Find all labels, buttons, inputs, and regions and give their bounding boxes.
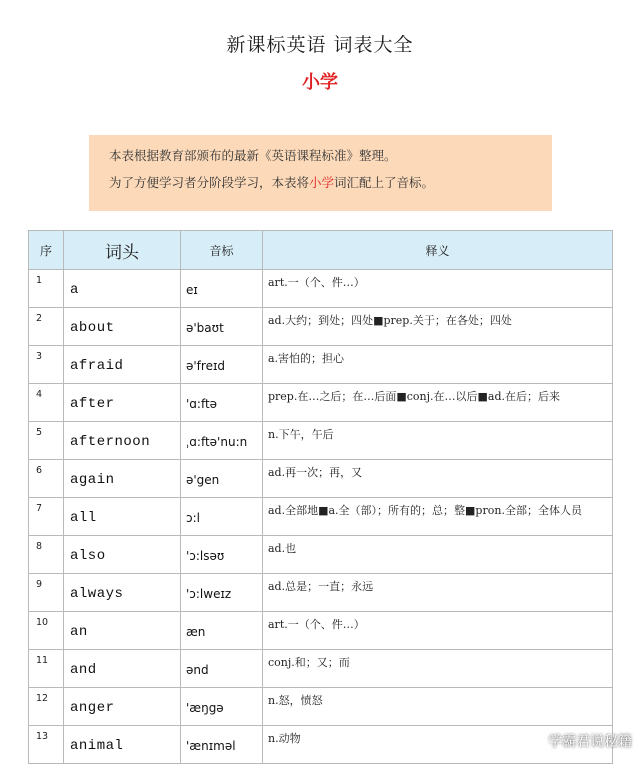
- table-row: [29, 384, 613, 422]
- wechat-icon: [523, 730, 543, 752]
- row-word: anger: [70, 700, 115, 716]
- row-phonetic: ˌɑ:ftə'nu:n: [186, 435, 248, 449]
- header-definition: 释义: [263, 231, 613, 270]
- row-number: 12: [36, 693, 49, 704]
- row-number: 5: [36, 427, 43, 438]
- header-ipa: 音标: [181, 231, 263, 270]
- row-definition: n.下午，午后: [268, 428, 334, 441]
- row-number: 8: [36, 541, 43, 552]
- row-definition: art.一（个、件…）: [268, 618, 365, 631]
- intro-line-1: 本表根据教育部颁布的最新《英语课程标准》整理。: [109, 148, 397, 163]
- cell-ipa: [181, 270, 263, 308]
- cell-ipa: [181, 612, 263, 650]
- intro-line-2-end: 词汇配上了音标。: [334, 175, 435, 190]
- cell-word: [64, 270, 181, 308]
- row-definition: ad.全部地■a.全（部）；所有的；总；整■pron.全部；全体人员: [268, 504, 582, 517]
- watermark-text: 学霸君说秘籍: [548, 734, 632, 750]
- row-phonetic: æn: [186, 625, 206, 639]
- cell-num: [29, 346, 64, 384]
- cell-ipa: [181, 650, 263, 688]
- table-row: [29, 650, 613, 688]
- table-row: [29, 270, 613, 308]
- cell-ipa: [181, 498, 263, 536]
- intro-line-2: [109, 174, 552, 192]
- cell-word: [64, 536, 181, 574]
- intro-highlight: 小学: [309, 175, 335, 190]
- row-definition: ad.大约；到处；四处■prep.关于；在各处；四处: [268, 314, 512, 327]
- row-word: animal: [70, 738, 124, 754]
- row-number: 1: [36, 275, 43, 286]
- cell-word: [64, 422, 181, 460]
- cell-word: [64, 688, 181, 726]
- table-row: [29, 460, 613, 498]
- cell-ipa: [181, 574, 263, 612]
- cell-definition: [263, 688, 613, 726]
- header-word: 词头: [64, 231, 181, 270]
- cell-word: [64, 574, 181, 612]
- cell-num: [29, 308, 64, 346]
- cell-definition: [263, 574, 613, 612]
- cell-word: [64, 612, 181, 650]
- page-subtitle: 小学: [302, 72, 338, 93]
- cell-definition: [263, 308, 613, 346]
- cell-ipa: [181, 308, 263, 346]
- cell-num: [29, 384, 64, 422]
- row-number: 7: [36, 503, 43, 514]
- cell-definition: [263, 270, 613, 308]
- row-phonetic: ə'baʊt: [186, 321, 224, 335]
- row-phonetic: eɪ: [186, 283, 198, 297]
- row-definition: n.动物: [268, 732, 301, 745]
- row-number: 6: [36, 465, 43, 476]
- row-phonetic: 'æŋgə: [186, 701, 224, 715]
- row-phonetic: 'ænɪməl: [186, 739, 236, 753]
- row-word: again: [70, 472, 115, 488]
- cell-definition: [263, 384, 613, 422]
- cell-definition: [263, 422, 613, 460]
- row-definition: art.一（个、件…）: [268, 276, 365, 289]
- row-phonetic: 'ɔ:lweɪz: [186, 587, 232, 601]
- row-phonetic: ə'freɪd: [186, 359, 226, 373]
- cell-num: [29, 688, 64, 726]
- row-definition: prep.在…之后；在…后面■conj.在…以后■ad.在后；后来: [268, 390, 561, 403]
- cell-word: [64, 726, 181, 764]
- cell-num: [29, 650, 64, 688]
- row-definition: ad.再一次；再，又: [268, 466, 363, 479]
- row-phonetic: 'ɔ:lsəʊ: [186, 549, 225, 563]
- cell-num: [29, 726, 64, 764]
- intro-box: [89, 135, 552, 211]
- row-phonetic: ənd: [186, 663, 209, 677]
- row-definition: n.怒，愤怒: [268, 694, 323, 707]
- cell-num: [29, 612, 64, 650]
- cell-ipa: [181, 536, 263, 574]
- row-phonetic: ə'gen: [186, 473, 220, 487]
- table-row: [29, 422, 613, 460]
- row-phonetic: ɔ:l: [186, 511, 200, 525]
- row-number: 9: [36, 579, 43, 590]
- cell-definition: [263, 498, 613, 536]
- row-number: 13: [36, 731, 49, 742]
- cell-ipa: [181, 688, 263, 726]
- page-title: 新课标英语 词表大全: [226, 34, 414, 56]
- cell-word: [64, 650, 181, 688]
- row-definition: conj.和；又；而: [268, 656, 350, 669]
- row-phonetic: 'ɑ:ftə: [186, 397, 218, 411]
- cell-definition: [263, 460, 613, 498]
- row-number: 4: [36, 389, 43, 400]
- cell-num: [29, 536, 64, 574]
- cell-ipa: [181, 726, 263, 764]
- cell-word: [64, 346, 181, 384]
- vocabulary-table: [28, 230, 613, 764]
- row-word: also: [70, 548, 106, 564]
- table-row: [29, 612, 613, 650]
- table-header-row: [29, 231, 613, 270]
- cell-ipa: [181, 384, 263, 422]
- cell-num: [29, 498, 64, 536]
- cell-num: [29, 460, 64, 498]
- row-word: all: [70, 510, 97, 526]
- cell-definition: [263, 346, 613, 384]
- cell-word: [64, 460, 181, 498]
- cell-ipa: [181, 422, 263, 460]
- row-word: about: [70, 320, 115, 336]
- table-row: [29, 574, 613, 612]
- row-word: always: [70, 586, 124, 602]
- row-number: 11: [36, 655, 49, 666]
- watermark: [523, 730, 632, 752]
- header-num: 序: [29, 231, 64, 270]
- cell-definition: [263, 650, 613, 688]
- table-row: [29, 308, 613, 346]
- cell-num: [29, 270, 64, 308]
- cell-ipa: [181, 460, 263, 498]
- cell-ipa: [181, 346, 263, 384]
- table-row: [29, 346, 613, 384]
- intro-line-2-start: 为了方便学习者分阶段学习，本表将: [109, 175, 310, 190]
- row-word: after: [70, 396, 115, 412]
- table-row: [29, 688, 613, 726]
- row-number: 2: [36, 313, 43, 324]
- row-definition: a.害怕的；担心: [268, 352, 345, 365]
- row-word: afraid: [70, 358, 124, 374]
- cell-definition: [263, 612, 613, 650]
- table-row: [29, 498, 613, 536]
- cell-word: [64, 384, 181, 422]
- row-word: afternoon: [70, 434, 151, 450]
- cell-num: [29, 422, 64, 460]
- row-number: 10: [36, 617, 49, 628]
- row-word: an: [70, 624, 88, 640]
- table-row: [29, 536, 613, 574]
- row-word: a: [70, 282, 79, 298]
- row-number: 3: [36, 351, 43, 362]
- cell-word: [64, 308, 181, 346]
- row-definition: ad.也: [268, 542, 297, 555]
- row-definition: ad.总是；一直；永远: [268, 580, 374, 593]
- cell-num: [29, 574, 64, 612]
- cell-word: [64, 498, 181, 536]
- row-word: and: [70, 662, 97, 678]
- cell-definition: [263, 536, 613, 574]
